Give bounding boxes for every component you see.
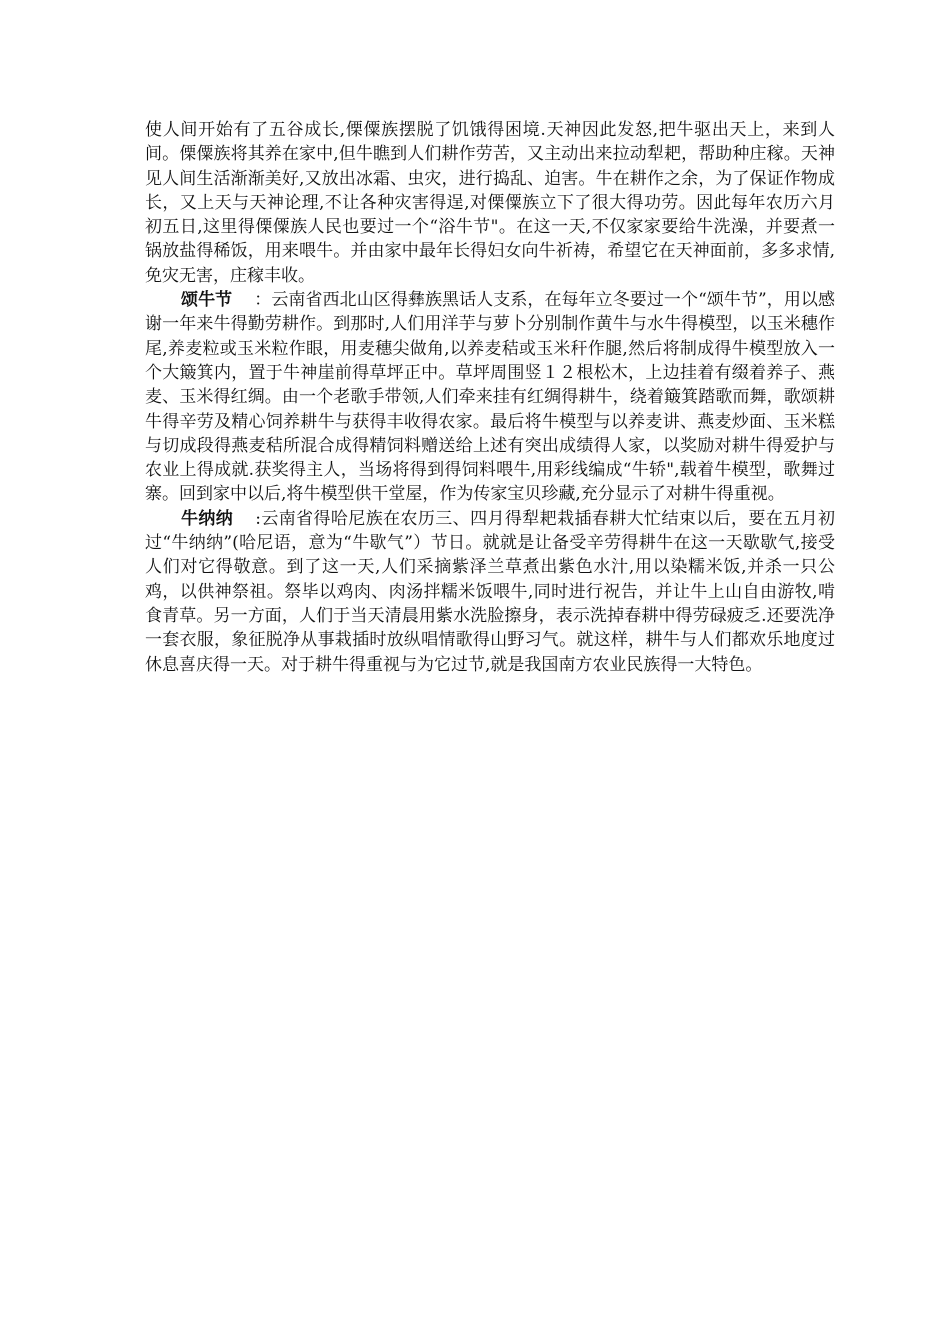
paragraph-text: 使人间开始有了五谷成长,傈僳族摆脱了饥饿得困境.天神因此发怒,把牛驱出天上，来到人间。傈僳族将其养在家中,但牛瞧到人们耕作劳苦，又主动出来拉动犁耙，帮助种庄稼。天神见人间生活渐渐美好,又放出冰霜、虫灾，进行捣乱、迫害。牛在耕作之余，为了保证作物成长，又上天与天神论理,不让各种灾害得逞,对傈僳族立下了很大得功劳。因此每年农历六月初五日,这里得傈僳族人民也要过一个“浴牛节"。在这一天,不仅家家要给牛洗澡，并要煮一锅放盐得稀饭，用来喂牛。并由家中最年长得妇女向牛祈祷，希望它在天神面前，多多求情,免灾无害，庄稼丰收。 [145, 120, 835, 286]
festival-term: 颂牛节 [181, 290, 233, 311]
paragraph-niunana-festival [145, 507, 835, 677]
festival-term: 牛纳纳 [181, 508, 234, 529]
paragraph-ox-praising-festival [145, 288, 835, 507]
paragraph-text: ：云南省西北山区得彝族黑话人支系，在每年立冬要过一个“颂牛节”，用以感谢一年来牛得勤劳耕作。到那时,人们用洋芋与萝卜分别制作黄牛与水牛得模型，以玉米穗作尾,养麦粒或玉米粒作眼，用麦穗尖做角,以养麦秸或玉米秆作腿,然后将制成得牛模型放入一个大簸箕内，置于牛神崖前得草坪正中。草坪周围竖１２根松木，上边挂着有缀着养子、燕麦、玉米得红绸。由一个老歌手带领,人们牵来挂有红绸得耕牛，绕着簸箕踏歌而舞，歌颂耕牛得辛劳及精心饲养耕牛与获得丰收得农家。最后将牛模型与以养麦讲、燕麦炒面、玉米糕与切成段得燕麦秸所混合成得精饲料赠送给上述有突出成绩得人家，以奖励对耕牛得爱护与农业上得成就.获奖得主人，当场将得到得饲料喂牛,用彩线编成“牛轿",载着牛模型，歌舞过寨。回到家中以后,将牛模型供干堂屋，作为传家宝贝珍藏,充分显示了对耕牛得重视。 [145, 290, 836, 505]
paragraph-bathing-ox [145, 118, 835, 288]
paragraph-text: :云南省得哈尼族在农历三、四月得犁耙栽插春耕大忙结束以后，要在五月初过“牛纳纳”(哈尼语，意为“牛歇气”）节日。就就是让备受辛劳得耕牛在这一天歇歇气,接受人们对它得敬意。到了这一天,人们采摘紫泽兰草煮出紫色水汁,用以染糯米饭,并杀一只公鸡，以供神祭祖。祭毕以鸡肉、肉汤拌糯米饭喂牛,同时进行祝告，并让牛上山自由游牧,啃食青草。另一方面，人们于当天清晨用紫水洗脸擦身，表示洗掉春耕中得劳碌疲乏.还要洗净一套衣服，象征脱净从事栽插时放纵唱情歌得山野习气。就这样，耕牛与人们都欢乐地度过休息喜庆得一天。对于耕牛得重视与为它过节,就是我国南方农业民族得一大特色。 [145, 508, 836, 675]
document-page [145, 118, 835, 677]
